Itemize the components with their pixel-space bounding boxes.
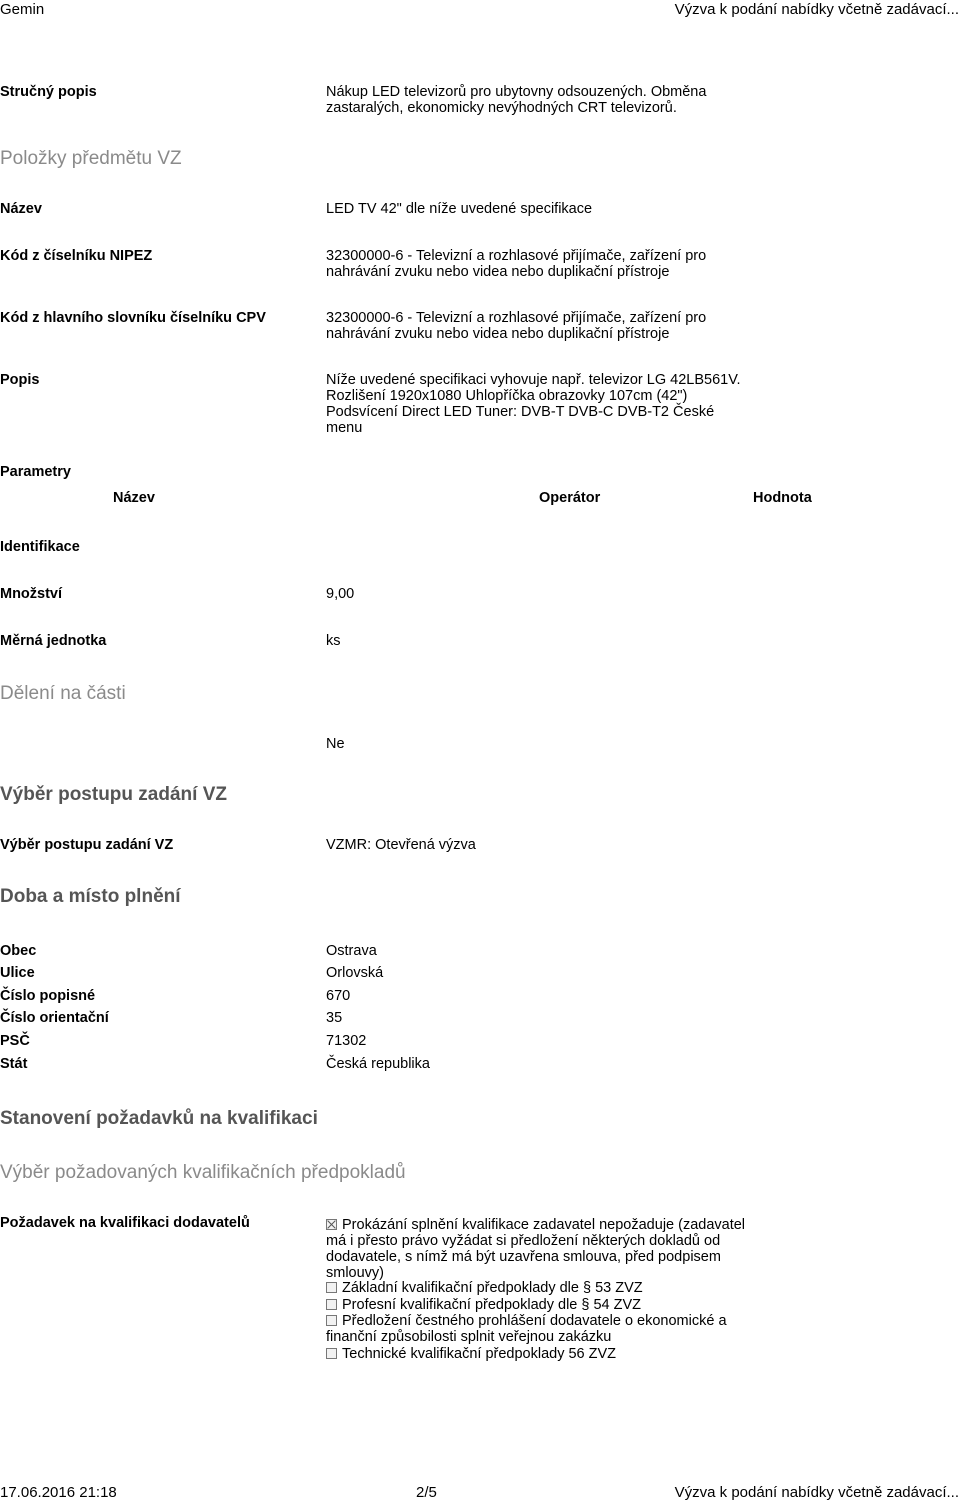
qualification-option bbox=[326, 1346, 746, 1362]
desc-label: Popis bbox=[0, 372, 40, 388]
place-label: Stát bbox=[0, 1056, 28, 1072]
checkbox-icon bbox=[326, 1282, 337, 1293]
place-value: Česká republika bbox=[326, 1056, 430, 1072]
checkbox-icon bbox=[326, 1348, 337, 1359]
parts-value: Ne bbox=[326, 736, 345, 752]
desc-value: Níže uvedené specifikaci vyhovuje např. televizor LG 42LB561V. Rozlišení 1920x1080 Uhlopříčka obrazovky 107cm (42") Podsvícení Direct LED Tuner: DVB-T DVB-C DVB-T2 České menu bbox=[326, 372, 741, 436]
footer-page: 2/5 bbox=[416, 1484, 437, 1501]
place-title: Doba a místo plnění bbox=[0, 886, 181, 907]
place-label: Číslo orientační bbox=[0, 1010, 109, 1026]
parts-title: Dělení na části bbox=[0, 683, 126, 704]
qualification-option bbox=[326, 1313, 746, 1345]
qualification-option bbox=[326, 1297, 746, 1313]
qualification-subtitle: Výběr požadovaných kvalifikačních předpokladů bbox=[0, 1162, 406, 1183]
option-text: Předložení čestného prohlášení dodavatele o ekonomické a finanční způsobilosti splnit veřejnou zakázku bbox=[326, 1313, 727, 1345]
cpv-value: 32300000-6 - Televizní a rozhlasové přijímače, zařízení pro nahrávání zvuku nebo videa nebo duplikační přístroje bbox=[326, 310, 707, 342]
unit-label: Měrná jednotka bbox=[0, 633, 107, 649]
place-label: PSČ bbox=[0, 1033, 30, 1049]
params-col-name: Název bbox=[113, 490, 155, 506]
checkbox-checked-icon bbox=[326, 1219, 337, 1230]
header-left: Gemin bbox=[0, 1, 45, 18]
header-right: Výzva k podání nabídky včetně zadávací... bbox=[674, 1, 959, 18]
params-col-value: Hodnota bbox=[753, 490, 812, 506]
cpv-label: Kód z hlavního slovníku číselníku CPV bbox=[0, 310, 266, 326]
qualification-option bbox=[326, 1280, 746, 1296]
brief-value: Nákup LED televizorů pro ubytovny odsouzených. Obměna zastaralých, ekonomicky nevýhodných CRT televizorů. bbox=[326, 84, 707, 116]
place-value: 71302 bbox=[326, 1033, 367, 1049]
item-name-label: Název bbox=[0, 201, 42, 217]
footer-date: 17.06.2016 21:18 bbox=[0, 1484, 117, 1501]
nipez-label: Kód z číselníku NIPEZ bbox=[0, 248, 153, 264]
place-label: Ulice bbox=[0, 965, 35, 981]
brief-label: Stručný popis bbox=[0, 84, 97, 100]
place-label: Obec bbox=[0, 943, 37, 959]
place-value: Orlovská bbox=[326, 965, 384, 981]
checkbox-icon bbox=[326, 1315, 337, 1326]
item-name-value: LED TV 42" dle níže uvedené specifikace bbox=[326, 201, 593, 217]
place-label: Číslo popisné bbox=[0, 988, 96, 1004]
unit-value: ks bbox=[326, 633, 341, 649]
option-text: Základní kvalifikační předpoklady dle § 53 ZVZ bbox=[342, 1280, 643, 1296]
place-value: Ostrava bbox=[326, 943, 377, 959]
ident-label: Identifikace bbox=[0, 539, 80, 555]
place-value: 35 bbox=[326, 1010, 343, 1026]
qualification-title: Stanovení požadavků na kvalifikaci bbox=[0, 1108, 318, 1129]
option-text: Profesní kvalifikační předpoklady dle § 54 ZVZ bbox=[342, 1297, 642, 1313]
footer-right: Výzva k podání nabídky včetně zadávací... bbox=[674, 1484, 959, 1501]
qty-label: Množství bbox=[0, 586, 63, 602]
qty-value: 9,00 bbox=[326, 586, 355, 602]
nipez-value: 32300000-6 - Televizní a rozhlasové přijímače, zařízení pro nahrávání zvuku nebo videa nebo duplikační přístroje bbox=[326, 248, 707, 280]
checkbox-icon bbox=[326, 1299, 337, 1310]
qualification-label: Požadavek na kvalifikaci dodavatelů bbox=[0, 1215, 250, 1231]
procedure-title: Výběr postupu zadání VZ bbox=[0, 784, 227, 805]
qualification-option bbox=[326, 1217, 746, 1281]
option-text: Prokázání splnění kvalifikace zadavatel nepožaduje (zadavatel má i přesto právo vyžádat si předložení některých dokladů od dodavatele, s nímž má být uzavřena smlouva, před podpisem smlouvy) bbox=[326, 1217, 746, 1281]
params-col-operator: Operátor bbox=[539, 490, 601, 506]
items-title: Položky předmětu VZ bbox=[0, 148, 182, 169]
params-label: Parametry bbox=[0, 464, 71, 480]
option-text: Technické kvalifikační předpoklady 56 ZVZ bbox=[342, 1346, 617, 1362]
procedure-label: Výběr postupu zadání VZ bbox=[0, 837, 174, 853]
place-value: 670 bbox=[326, 988, 351, 1004]
procedure-value: VZMR: Otevřená výzva bbox=[326, 837, 476, 853]
